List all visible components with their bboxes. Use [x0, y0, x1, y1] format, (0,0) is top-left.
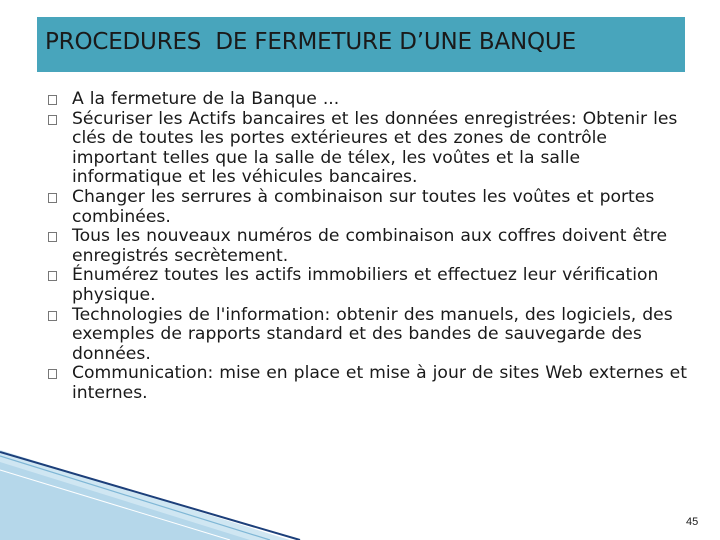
- square-bullet-icon: [48, 115, 57, 125]
- bullet-item: [48, 188, 688, 227]
- bullet-text: Tous les nouveaux numéros de combinaison aux coffres doivent être enregistrés secrètement.: [72, 226, 668, 266]
- square-bullet-icon: [48, 193, 57, 203]
- square-bullet-icon: [48, 232, 57, 242]
- bullet-text: Communication: mise en place et mise à jour de sites Web externes et internes.: [72, 363, 687, 403]
- bullet-item: [48, 266, 688, 305]
- bullet-item: [48, 306, 688, 365]
- square-bullet-icon: [48, 369, 57, 379]
- bullet-text: Énumérez toutes les actifs immobiliers et effectuez leur vérification physique.: [72, 265, 659, 305]
- bullet-item: [48, 364, 688, 403]
- bullet-item: [48, 90, 688, 110]
- square-bullet-icon: [48, 271, 57, 281]
- bullet-list: [48, 90, 688, 404]
- bullet-text: A la fermeture de la Banque ...: [72, 89, 340, 109]
- bullet-text: Technologies de l'information: obtenir des manuels, des logiciels, des exemples de rapports standard et des bandes de sauvegarde des données.: [72, 304, 673, 364]
- bullet-item: [48, 227, 688, 266]
- page-number: 45: [686, 516, 699, 528]
- square-bullet-icon: [48, 311, 57, 321]
- bullet-item: [48, 110, 688, 188]
- bullet-text: Sécuriser les Actifs bancaires et les données enregistrées: Obtenir les clés de toutes les portes extérieures et des zones de contrôle important telles que la salle de télex, les voûtes et la salle informatique et les véhicules bancaires.: [72, 108, 678, 188]
- title-bar: [37, 17, 685, 72]
- slide-title: PROCEDURES DE FERMETURE D’UNE BANQUE: [45, 29, 576, 55]
- bullet-text: Changer les serrures à combinaison sur toutes les voûtes et portes combinées.: [72, 186, 655, 227]
- corner-wave-decoration: [0, 440, 310, 540]
- square-bullet-icon: [48, 95, 57, 105]
